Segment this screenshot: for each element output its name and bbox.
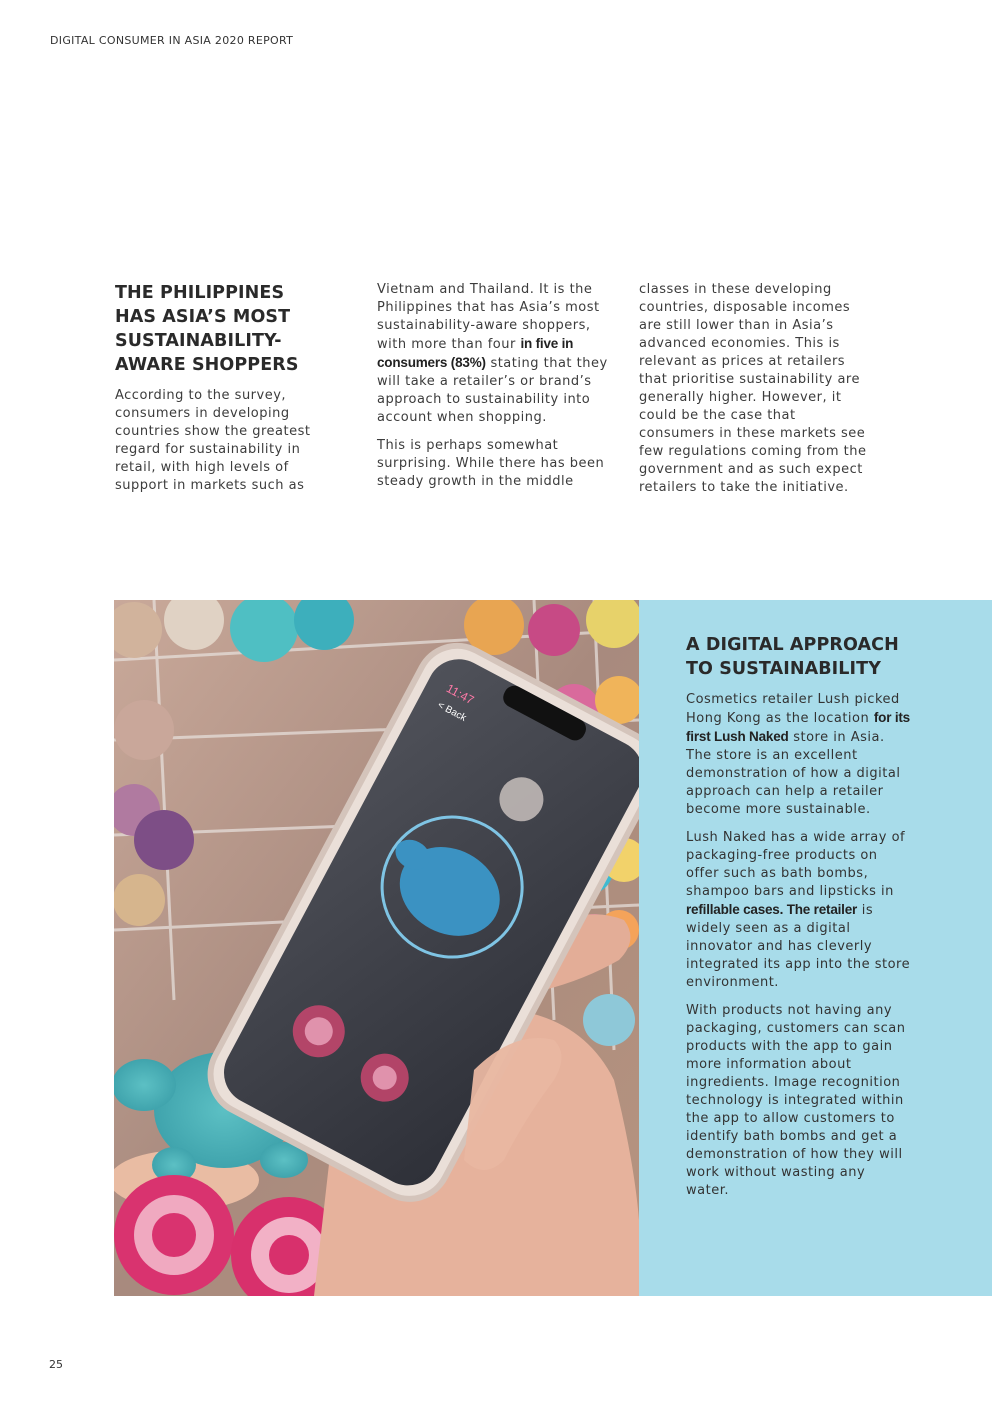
phone-back-label: < Back xyxy=(435,699,468,724)
sidebar-paragraph xyxy=(686,829,911,992)
highlighted-link[interactable]: refillable cases. The retailer xyxy=(686,902,858,917)
paragraph-text: store in Asia. The store is an excellent demonstration of how a digital approach can help a retailer become more sustainable. xyxy=(686,730,901,817)
phone-time: 11:47 xyxy=(443,681,477,708)
highlighted-link[interactable]: for its first Lush Naked xyxy=(686,710,910,744)
article-paragraph xyxy=(377,281,609,427)
paragraph-text: stating that they will take a retailer’s or brand’s approach to sustainability into account when shopping. xyxy=(377,356,608,425)
paragraph-text: Vietnam and Thailand. It is the Philippines that has Asia’s most sustainability-aware shoppers, with more than four xyxy=(377,282,600,352)
article-column-1 xyxy=(115,281,320,505)
article-paragraph: This is perhaps somewhat surprising. While there has been steady growth in the middle xyxy=(377,438,605,489)
sidebar-content xyxy=(686,633,911,1210)
article-title: THE PHILIPPINES HAS ASIA’S MOST SUSTAINABILITY-AWARE SHOPPERS xyxy=(115,283,299,375)
article-paragraph: According to the survey, consumers in developing countries show the greatest regard for sustainability in retail, with high levels of support in markets such as xyxy=(115,388,311,493)
highlighted-stat[interactable]: in five in consumers (83%) xyxy=(377,336,574,370)
report-header: DIGITAL CONSUMER IN ASIA 2020 REPORT xyxy=(50,34,294,47)
paragraph-text: Lush Naked has a wide array of packaging-free products on offer such as bath bombs, shampoo bars and lipsticks in xyxy=(686,830,906,899)
store-photo xyxy=(114,600,639,1296)
sidebar-paragraph: With products not having any packaging, customers can scan products with the app to gain more information about ingredients. Image recognition technology is integrated within the app to allow customers to identify bath bombs and get a demonstration of how they will work without wasting any water. xyxy=(686,1003,906,1198)
article-column-3 xyxy=(639,281,871,507)
page-number: 25 xyxy=(49,1358,63,1371)
paragraph-text: Cosmetics retailer Lush picked Hong Kong as the location xyxy=(686,692,900,726)
sidebar-box xyxy=(639,600,992,1296)
article-paragraph: classes in these developing countries, disposable incomes are still lower than in Asia’s advanced economies. This is relevant as prices at retailers that prioritise sustainability are generally higher. However, it could be the case that consumers in these markets see few regulations coming from the government and as such expect retailers to take the initiative. xyxy=(639,282,867,495)
paragraph-text: is widely seen as a digital innovator and has cleverly integrated its app into the store environment. xyxy=(686,903,911,990)
sidebar-title: A DIGITAL APPROACH TO SUSTAINABILITY xyxy=(686,635,899,679)
article-column-2 xyxy=(377,281,609,501)
sidebar-paragraph xyxy=(686,691,911,819)
phone-scanning-bath-bomb-image xyxy=(114,600,639,1296)
